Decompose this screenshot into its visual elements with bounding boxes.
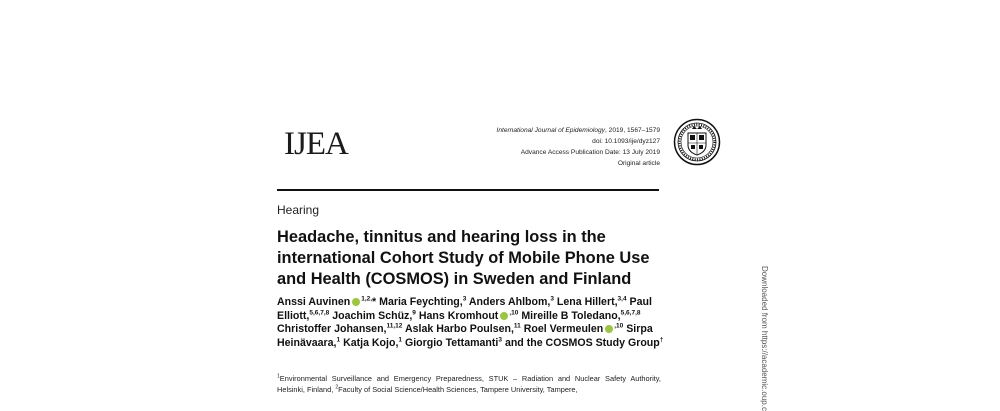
author-affiliation-ref: 1: [398, 336, 403, 344]
author-affiliation-ref: 9: [412, 309, 416, 317]
author-name: and the COSMOS Study Group: [504, 336, 660, 349]
author: [405, 337, 502, 349]
affiliation-list: [277, 373, 661, 395]
author-affiliation-ref: 3: [550, 295, 554, 303]
author-affiliation-ref: 5,6,7,8: [309, 309, 330, 317]
download-note: Downloaded from https://academic.oup.c: [760, 266, 769, 411]
affiliation-text: Environmental Surveillance and Emergency Preparedness, STUK – Radiation and Nuclear Safety Authority, Helsinki, Finland,: [277, 374, 661, 394]
author-affiliation-ref: ,10: [614, 322, 624, 330]
author: [379, 296, 466, 308]
author-name: Joachim Schüz,: [332, 309, 413, 322]
university-seal-icon: [673, 118, 721, 166]
author-affiliation-ref: 11: [513, 322, 521, 330]
author-affiliation-ref: 5,6,7,8: [620, 309, 641, 317]
author-affiliation-ref: †: [659, 336, 664, 344]
author-name: Mireille B Toledano,: [521, 309, 621, 322]
article-doi: doi: 10.1093/ije/dyz127: [592, 138, 660, 145]
orcid-icon[interactable]: [352, 298, 360, 306]
author-name: Anssi Auvinen: [277, 296, 351, 308]
affiliation-text: Faculty of Social Science/Health Sciences, Tampere University, Tampere,: [338, 385, 578, 394]
author-affiliation-ref: 1,2,: [361, 295, 373, 303]
journal-citation-line: [496, 125, 660, 136]
author-affiliation-ref: 3: [498, 336, 502, 344]
author-name: Maria Feychting,: [379, 296, 463, 308]
author: [419, 310, 519, 322]
author-name: Giorgio Tettamanti: [404, 336, 499, 349]
affiliation-number: 2: [335, 384, 339, 391]
author: [277, 323, 402, 335]
author: [469, 296, 554, 308]
author: [524, 323, 624, 335]
author: [505, 337, 663, 349]
author-name: Christoffer Johansen,: [277, 323, 387, 336]
journal-logo: IJEA: [284, 126, 348, 162]
author-affiliation-ref: ,10: [509, 309, 519, 317]
author: [277, 296, 376, 308]
author-affiliation-ref: 3: [462, 295, 467, 303]
author-name: Lena Hillert,: [556, 296, 618, 308]
author-name: Hans Kromhout: [418, 309, 499, 322]
author-name: Anders Ahlbom,: [468, 296, 551, 308]
journal-name: International Journal of Epidemiology: [496, 127, 605, 134]
author: [557, 296, 627, 308]
author-name: Katja Kojo,: [343, 336, 399, 349]
author-affiliation-ref: 3,4: [617, 295, 627, 303]
header-rule: [277, 189, 659, 191]
corresponding-author-mark: *: [372, 296, 377, 308]
author-affiliation-ref: 11,12: [386, 322, 403, 330]
affiliation-number: 1: [277, 373, 280, 380]
author-affiliation-ref: 1: [336, 336, 341, 344]
article-type: Original article: [617, 160, 660, 167]
author-name: Paul Elliott,: [277, 296, 652, 322]
orcid-icon[interactable]: [500, 312, 508, 320]
author: [332, 310, 416, 322]
journal-citation: [496, 125, 660, 169]
author-name: Aslak Harbo Poulsen,: [404, 323, 514, 336]
orcid-icon[interactable]: [605, 325, 613, 333]
author-name: Roel Vermeulen: [523, 323, 604, 336]
journal-volume-pages: , 2019, 1567–1579: [604, 127, 660, 134]
author: [521, 310, 640, 322]
author: [405, 323, 521, 335]
author-name: Sirpa Heinävaara,: [277, 323, 653, 349]
author-list: [277, 296, 677, 350]
article-title: Headache, tinnitus and hearing loss in the international Cohort Study of Mobile Phone Use and Health (COSMOS) in Sweden and Finland: [277, 228, 650, 288]
advance-access-date: Advance Access Publication Date: 13 July 2019: [520, 149, 660, 156]
article-section: Hearing: [277, 203, 320, 217]
author: [343, 337, 402, 349]
